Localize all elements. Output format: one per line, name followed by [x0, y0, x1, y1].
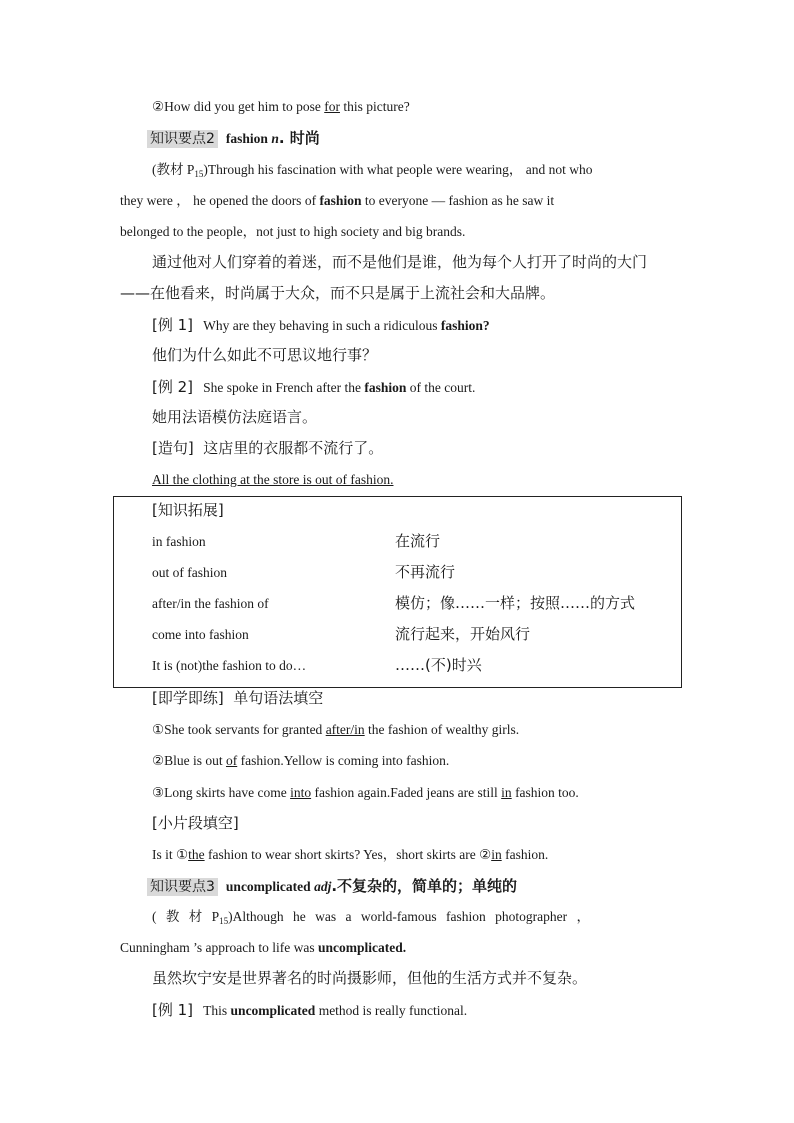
passage-fill-sentence: Is it ①the fashion to wear short skirts? Yes，short skirts are ②in fashion. [152, 847, 549, 862]
textbook-sentence-3-line-1: ( 教 材 $P_{15})Although$ he was a world-famous fashion photographer ， [152, 909, 590, 926]
translation-line-2: ——在他看来，时尚属于大众，而不只是属于上流社会和大品牌。 [120, 284, 556, 302]
knowledge-point-tag: 知识要点2 [147, 130, 218, 148]
example-3: [例 1] This uncomplicated method is really functional. [152, 1001, 468, 1019]
knowledge-point-2-heading: 知识要点2 fashion n. 时尚 [147, 129, 320, 148]
textbook-sentence-line-2: they were ， he opened the doors of fashion to everyone — fashion as he saw it [120, 193, 555, 208]
practice-question-1: ①She took servants for granted after/in the fashion of wealthy girls. [152, 722, 520, 737]
translation-3: 虽然坎宁安是世界著名的时尚摄影师，但他的生活方式并不复杂。 [152, 969, 588, 987]
practice-question-2: ②Blue is out of fashion.Yellow is coming into fashion. [152, 753, 450, 768]
example-sentence-2: ②How did you get him to pose for this picture? [152, 99, 410, 114]
knowledge-extension-title: [知识拓展] [152, 501, 224, 519]
extension-en-4: come into fashion [152, 627, 249, 642]
extension-zh-5: ……(不)时兴 [395, 656, 482, 674]
translation-line-1: 通过他对人们穿着的着迷，而不是他们是谁，他为每个人打开了时尚的大门 [152, 253, 648, 271]
textbook-sentence-line-3: belonged to the people，not just to high society and big brands. [120, 224, 466, 239]
extension-zh-4: 流行起来，开始风行 [395, 625, 531, 643]
knowledge-point-tag: 知识要点3 [147, 878, 218, 896]
practice-heading: [即学即练] 单句语法填空 [152, 689, 324, 707]
make-sentence-answer: All the clothing at the store is out of fashion. [152, 472, 394, 487]
knowledge-point-3-heading: 知识要点3 uncomplicated adj.不复杂的，简单的；单纯的 [147, 877, 517, 896]
extension-en-3: after/in the fashion of [152, 596, 269, 611]
textbook-sentence-3-line-2: Cunningham ’s approach to life was uncomplicated. [120, 940, 407, 955]
example-1-translation: 他们为什么如此不可思议地行事？ [152, 346, 378, 364]
extension-en-1: in fashion [152, 534, 206, 549]
extension-zh-1: 在流行 [395, 532, 441, 550]
extension-en-2: out of fashion [152, 565, 227, 580]
extension-zh-3: 模仿；像……一样；按照……的方式 [395, 594, 636, 612]
make-sentence: [造句] 这店里的衣服都不流行了。 [152, 439, 384, 457]
example-1: [例 1] Why are they behaving in such a ridiculous fashion? [152, 316, 490, 334]
practice-question-3: ③Long skirts have come into fashion again.Faded jeans are still in fashion too. [152, 785, 579, 800]
passage-fill-heading: [小片段填空] [152, 814, 239, 832]
extension-zh-2: 不再流行 [395, 563, 456, 581]
textbook-sentence-line-1: (教材 $P_{15})Through$ his fascination with what people were wearing， and not who [152, 162, 593, 179]
example-2-translation: 她用法语模仿法庭语言。 [152, 408, 318, 426]
example-2: [例 2] She spoke in French after the fashion of the court. [152, 378, 476, 396]
extension-en-5: It is (not)the fashion to do… [152, 658, 307, 673]
